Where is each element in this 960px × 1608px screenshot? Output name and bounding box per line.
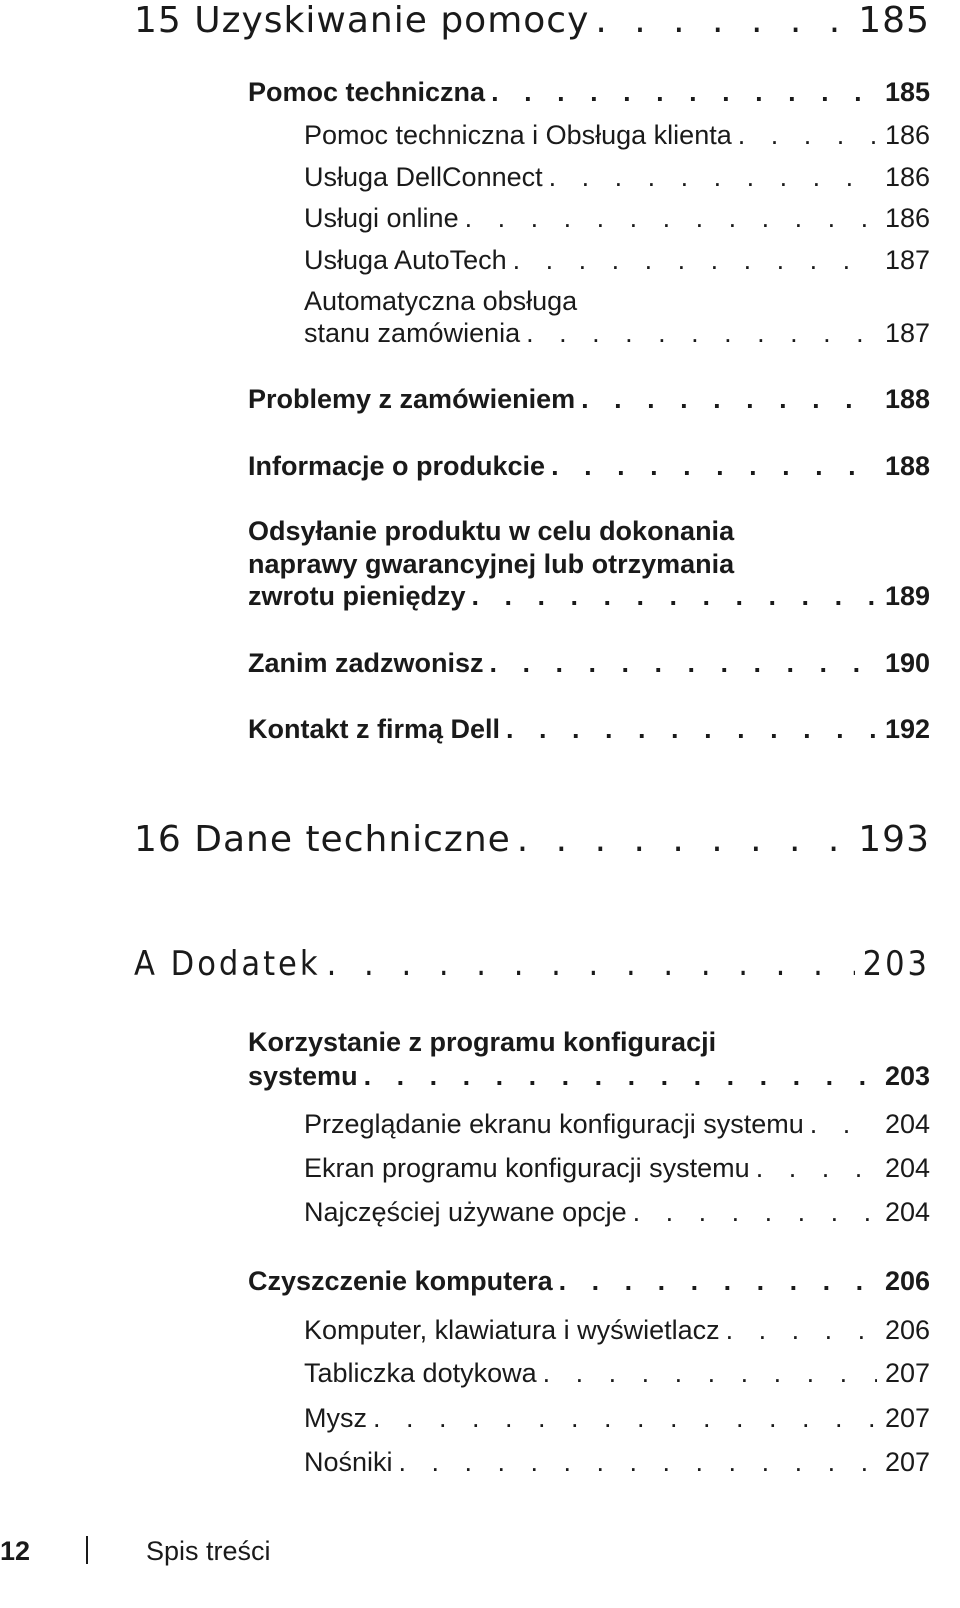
toc-sub-tabliczka[interactable] xyxy=(304,1358,930,1389)
leader-dots xyxy=(485,77,877,108)
toc-sub-ekran[interactable] xyxy=(304,1153,930,1184)
leader-dots xyxy=(575,384,877,415)
toc-section-korzystanie[interactable] xyxy=(248,1061,930,1092)
toc-sub-pomoc-obsluga[interactable] xyxy=(304,120,930,151)
toc-title: Najczęściej używane opcje xyxy=(304,1197,627,1227)
toc-page: 186 xyxy=(884,162,930,192)
leader-dots xyxy=(537,1358,877,1389)
toc-page: 207 xyxy=(884,1358,930,1388)
toc-chapter-15[interactable] xyxy=(134,0,930,41)
toc-section-problemy[interactable] xyxy=(248,384,930,415)
toc-title: Zanim zadzwonisz xyxy=(248,648,484,678)
leader-dots xyxy=(553,1266,877,1297)
leader-dots xyxy=(720,1315,877,1346)
leader-dots xyxy=(511,819,850,860)
toc-chapter-a[interactable] xyxy=(134,944,930,984)
toc-page: 193 xyxy=(858,819,930,860)
toc-section-odsylanie[interactable] xyxy=(248,581,930,612)
toc-title: Komputer, klawiatura i wyświetlacz xyxy=(304,1315,720,1345)
toc-section-odsylanie-line2: naprawy gwarancyjnej lub otrzymania xyxy=(248,549,735,579)
toc-page: 206 xyxy=(884,1315,930,1345)
footer-section-label: Spis treści xyxy=(146,1536,271,1566)
toc-title: Pomoc techniczna i Obsługa klienta xyxy=(304,120,732,150)
leader-dots xyxy=(459,203,877,234)
toc-section-zanim[interactable] xyxy=(248,648,930,679)
toc-section-czyszczenie[interactable] xyxy=(248,1266,930,1297)
toc-section-kontakt[interactable] xyxy=(248,714,930,745)
toc-title: Nośniki xyxy=(304,1447,393,1477)
toc-page: 185 xyxy=(858,0,930,41)
toc-title: Ekran programu konfiguracji systemu xyxy=(304,1153,750,1183)
leader-dots xyxy=(589,0,850,41)
leader-dots xyxy=(543,162,877,193)
toc-page: 192 xyxy=(884,714,930,744)
toc-section-odsylanie-line1: Odsyłanie produktu w celu dokonania xyxy=(248,516,735,546)
leader-dots xyxy=(367,1403,877,1434)
toc-page: 206 xyxy=(884,1266,930,1296)
toc-sub-komputer[interactable] xyxy=(304,1315,930,1346)
leader-dots xyxy=(545,451,877,482)
toc-title: Informacje o produkcie xyxy=(248,451,546,481)
toc-title: stanu zamówienia xyxy=(304,318,521,348)
leader-dots xyxy=(466,581,877,612)
toc-page: 185 xyxy=(884,77,930,107)
toc-sub-mysz[interactable] xyxy=(304,1403,930,1434)
toc-title: Kontakt z firmą Dell xyxy=(248,714,501,744)
leader-dots xyxy=(750,1153,877,1184)
toc-page: 190 xyxy=(884,648,930,678)
toc-page: 203 xyxy=(862,944,930,984)
toc-page: 186 xyxy=(884,203,930,233)
toc-page: 187 xyxy=(884,318,930,348)
toc-title: A Dodatek xyxy=(134,944,321,984)
toc-chapter-16[interactable] xyxy=(134,819,930,860)
leader-dots xyxy=(804,1109,877,1140)
toc-title: 15 Uzyskiwanie pomocy xyxy=(134,0,590,41)
leader-dots xyxy=(393,1447,877,1478)
toc-sub-dellconnect[interactable] xyxy=(304,162,930,193)
toc-title: systemu xyxy=(248,1061,358,1091)
leader-dots xyxy=(627,1197,877,1228)
toc-title: Tabliczka dotykowa xyxy=(304,1358,537,1388)
footer-page-number: 12 xyxy=(0,1536,31,1566)
toc-section-korzystanie-line1: Korzystanie z programu konfiguracji xyxy=(248,1027,717,1057)
toc-sub-online[interactable] xyxy=(304,203,930,234)
toc-sub-automatyczna[interactable] xyxy=(304,318,930,349)
toc-title: Usługa DellConnect xyxy=(304,162,543,192)
toc-page: 187 xyxy=(884,245,930,275)
toc-page: 188 xyxy=(884,451,930,481)
leader-dots xyxy=(484,648,877,679)
leader-dots xyxy=(500,714,877,745)
toc-page: 204 xyxy=(884,1153,930,1183)
toc-sub-nosniki[interactable] xyxy=(304,1447,930,1478)
toc-page: 207 xyxy=(884,1403,930,1433)
toc-page: 207 xyxy=(884,1447,930,1477)
toc-sub-najczesciej[interactable] xyxy=(304,1197,930,1228)
toc-title: Usługa AutoTech xyxy=(304,245,507,275)
toc-page: 204 xyxy=(884,1109,930,1139)
leader-dots xyxy=(507,245,877,276)
toc-title: zwrotu pieniędzy xyxy=(248,581,466,611)
leader-dots xyxy=(732,120,877,151)
toc-section-pomoc-techniczna[interactable] xyxy=(248,77,930,108)
toc-sub-automatyczna-line1: Automatyczna obsługa xyxy=(304,286,578,316)
toc-title: Czyszczenie komputera xyxy=(248,1266,553,1296)
toc-section-informacje[interactable] xyxy=(248,451,930,482)
toc-sub-przegladanie[interactable] xyxy=(304,1109,930,1140)
toc-page: 186 xyxy=(884,120,930,150)
footer-divider xyxy=(86,1536,88,1564)
toc-title: Problemy z zamówieniem xyxy=(248,384,576,414)
toc-page: 204 xyxy=(884,1197,930,1227)
toc-title: 16 Dane techniczne xyxy=(134,819,511,860)
leader-dots xyxy=(520,318,877,349)
toc-sub-autotech[interactable] xyxy=(304,245,930,276)
leader-dots xyxy=(358,1061,877,1092)
toc-page: 188 xyxy=(884,384,930,414)
toc-title: Pomoc techniczna xyxy=(248,77,486,107)
toc-page: 189 xyxy=(884,581,930,611)
toc-title: Mysz xyxy=(304,1403,367,1433)
leader-dots xyxy=(321,944,855,984)
toc-page: 203 xyxy=(884,1061,930,1091)
toc-title: Przeglądanie ekranu konfiguracji systemu xyxy=(304,1109,804,1139)
toc-title: Usługi online xyxy=(304,203,459,233)
